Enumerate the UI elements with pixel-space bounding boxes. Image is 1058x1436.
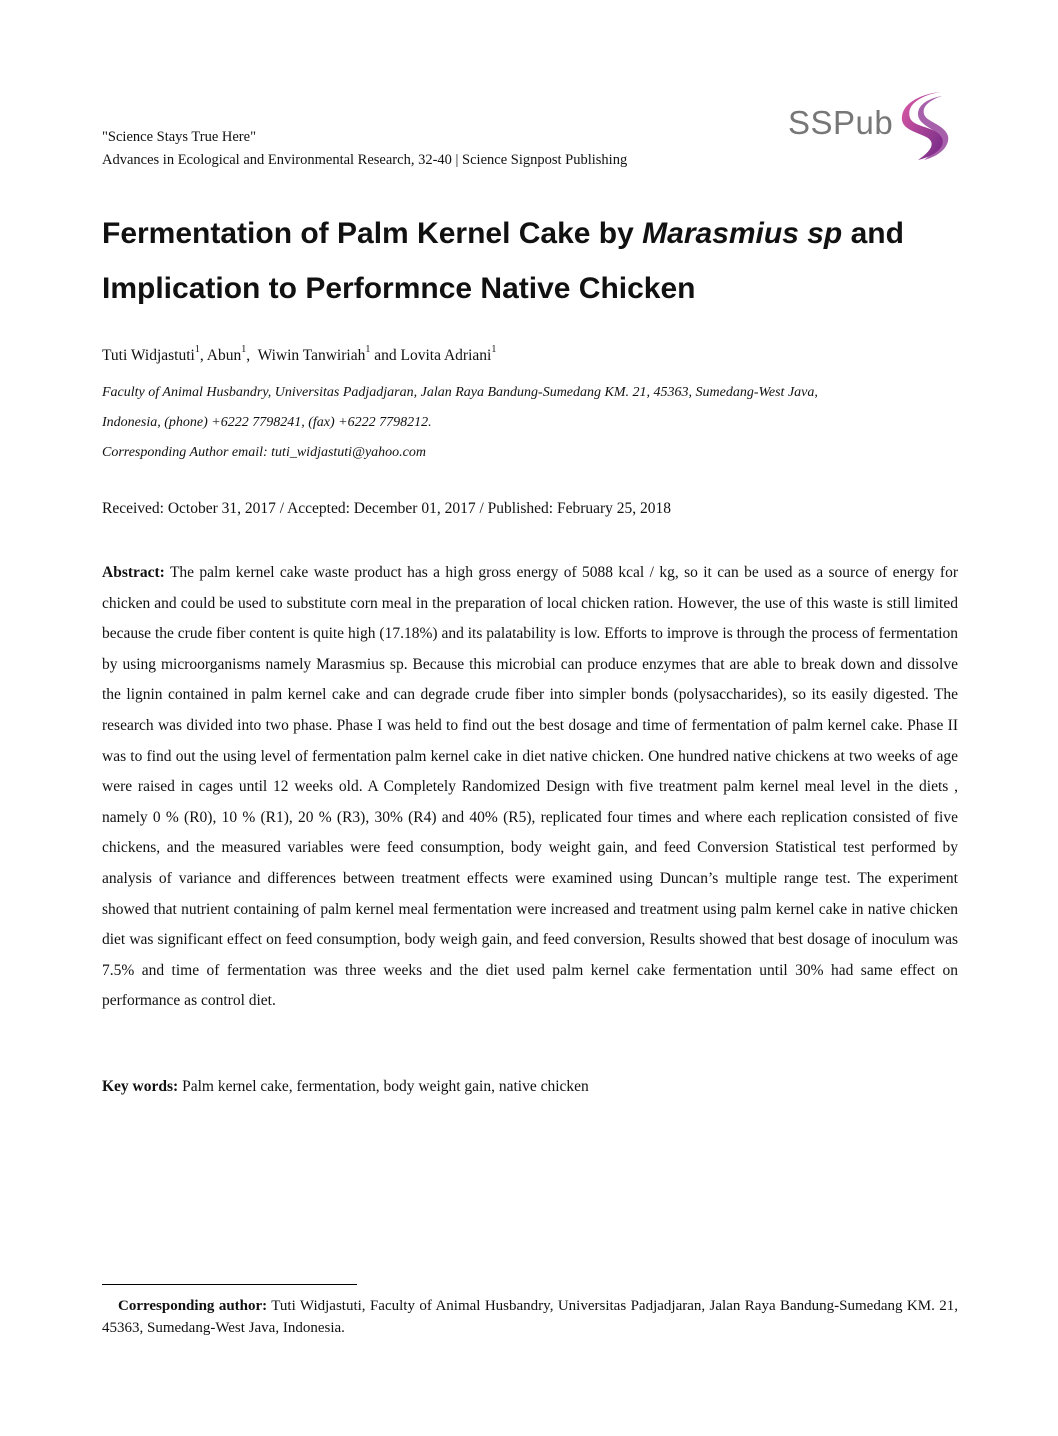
publication-dates: Received: October 31, 2017 / Accepted: December 01, 2017 / Published: February 25, 2018 bbox=[102, 500, 672, 517]
author-list bbox=[102, 344, 497, 365]
abstract-text: The palm kernel cake waste product has a high gross energy of 5088 kcal / kg, so it can be used as a source of energy for chicken and could be used to substitute corn meal in the preparation of local chicken ration. However, the use of this waste is still limited because the crude fiber content is quite high (17.18%) and its palatability is low. Efforts to improve is through the process of fermentation by using microorganisms namely Marasmius sp. Because this microbial can produce enzymes that are able to break down and dissolve the lignin contained in palm kernel cake and can degrade crude fiber into simpler bonds (polysaccharides), so its easily digested. The research was divided into two phase. Phase I was held to find out the best dosage and time of fermentation of palm kernel cake. Phase II was to find out the using level of fermentation palm kernel cake in diet native chicken. One hundred native chickens at two weeks of age were raised in cages until 12 weeks old. A Completely Randomized Design with five treatment palm kernel meal level in the diets , namely 0 % (R0), 10 % (R1), 20 % (R3), 30% (R4) and 40% (R5), replicated four times and where each replication consisted of five chickens, and the measured variables were feed consumption, body weight gain, and feed Conversion Statistical test performed by analysis of variance and differences between treatment effects were examined using Duncan’s multiple range test. The experiment showed that nutrient containing of palm kernel meal fermentation were increased and treatment using palm kernel cake in native chicken diet was significant effect on feed consumption, body weigh gain, and feed conversion, Results showed that best dosage of inoculum was 7.5% and time of fermentation was three weeks and the diet used palm kernel cake fermentation until 30% had same effect on performance as control diet. bbox=[102, 564, 958, 1010]
author-sep: , bbox=[246, 347, 258, 364]
keywords bbox=[102, 1078, 589, 1096]
title-italic-species: Marasmius sp bbox=[642, 217, 843, 250]
title-part2: and Implication to Performnce Native Chicken bbox=[102, 217, 904, 305]
author-affil-sup: 1 bbox=[241, 344, 247, 355]
keywords-label: Key words: bbox=[102, 1078, 179, 1095]
sspub-s-mark-icon bbox=[900, 90, 952, 162]
author-sep: and bbox=[370, 347, 401, 364]
author-affil-sup: 1 bbox=[365, 344, 371, 355]
author-name: Lovita Adriani bbox=[400, 347, 492, 364]
title-part1: Fermentation of Palm Kernel Cake by bbox=[102, 217, 643, 250]
author-name: Abun bbox=[206, 347, 242, 364]
affiliation-line: Faculty of Animal Husbandry, Universitas Padjadjaran, Jalan Raya Bandung-Sumedang KM. 21, 45363, Sumedang-West Java, bbox=[102, 385, 818, 400]
author-name: Wiwin Tanwiriah bbox=[257, 347, 366, 364]
footnote-rule bbox=[102, 1284, 357, 1285]
footnote bbox=[102, 1295, 958, 1339]
footnote-text: Tuti Widjastuti, Faculty of Animal Husbandry, Universitas Padjadjaran, Jalan Raya Bandung-Sumedang KM. 21, 45363, Sumedang-West Java, Indonesia. bbox=[102, 1298, 958, 1336]
journal-citation: Advances in Ecological and Environmental Research, 32-40 | Science Signpost Publishing bbox=[102, 152, 628, 168]
journal-motto: "Science Stays True Here" bbox=[102, 129, 256, 145]
affiliation-line: Indonesia, (phone) +6222 7798241, (fax) +6222 7798212. bbox=[102, 415, 432, 430]
paper-title bbox=[102, 206, 972, 316]
author-affil-sup: 1 bbox=[491, 344, 497, 355]
keywords-text: Palm kernel cake, fermentation, body weight gain, native chicken bbox=[178, 1078, 589, 1095]
corresponding-email: Corresponding Author email: tuti_widjastuti@yahoo.com bbox=[102, 445, 426, 460]
logo-text: SSPub bbox=[788, 104, 894, 141]
author-name: Tuti Widjastuti bbox=[102, 347, 195, 364]
abstract-label: Abstract: bbox=[102, 564, 165, 581]
author-affil-sup: 1 bbox=[194, 344, 200, 355]
author-sep: , bbox=[199, 347, 207, 364]
abstract bbox=[102, 558, 958, 1017]
running-header bbox=[102, 126, 627, 172]
sspub-logo bbox=[788, 90, 953, 162]
affiliation-block bbox=[102, 378, 962, 468]
footnote-label: Corresponding author: bbox=[118, 1298, 268, 1314]
